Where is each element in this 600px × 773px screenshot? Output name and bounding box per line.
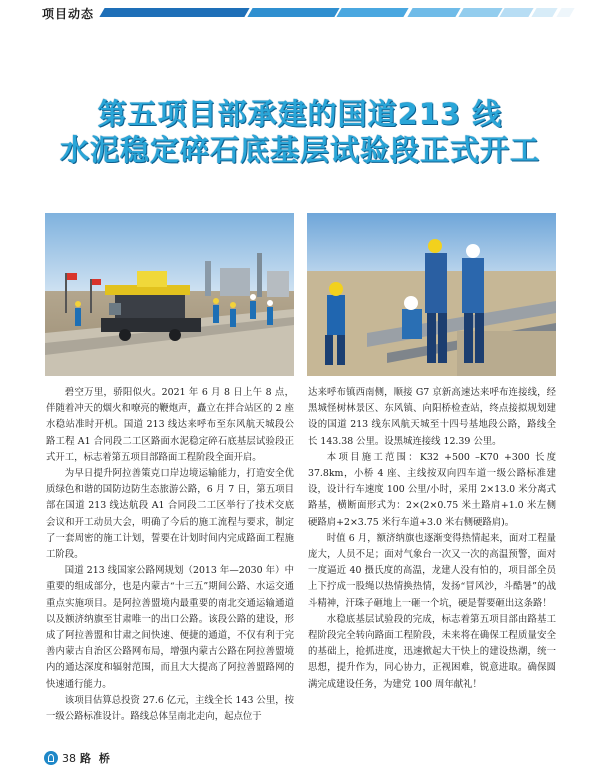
header-stripe — [337, 8, 410, 17]
section-tag: 项目动态 — [42, 7, 95, 21]
article-title-line-2: 水泥稳定碎石底基层试验段正式开工 — [59, 133, 540, 167]
paragraph: 该项目估算总投资 27.6 亿元，主线全长 143 公里，按一级公路标准设计。路线总体呈南北走向，起点位于 — [46, 694, 294, 723]
header-bar — [0, 0, 600, 24]
header-stripe — [407, 8, 460, 17]
logo-icon — [44, 751, 58, 765]
page-number: 38 — [62, 751, 76, 765]
header-stripe — [500, 8, 534, 17]
header-stripe — [532, 8, 558, 17]
paragraph: 国道 213 线国家公路网规划（2013 年—2030 年）中重要的组成部分，也是内蒙古“十三五”期间公路、水运交通重点实施项目。是阿拉善盟境内最重要的南北交通运输通道以及额济纳旗至甘肃唯一的出口公路。该段公路的建设，形成了阿拉善盟和甘肃之间快速、便捷的通道，不仅有利于完善内蒙古自治区公路网布局，增强内蒙古公路在阿拉善盟境内的通达深度和辐射范围，而且大大提高了阿拉善盟路网的快速通行能力。 — [46, 565, 294, 690]
magazine-name: 路 桥 — [80, 752, 112, 765]
header-stripe — [99, 8, 249, 17]
paragraph: 达来呼布镇西南侧，顺接 G7 京新高速达来呼布连接线，经黑城怪树林景区、东风镇、向阳桥检查站，终点接拟规划建设的国道 213 线东风航天城至十四号基地段公路，路线全长 143.38 公里。设黑城连接线 12.39 公里。 — [308, 387, 556, 447]
workers-scene-photo — [307, 213, 556, 376]
header-stripes — [102, 8, 572, 17]
header-stripe — [247, 8, 339, 17]
header-stripe — [458, 8, 502, 17]
paragraph: 碧空万里，骄阳似火。2021 年 6 月 8 日上午 8 点，伴随着冲天的烟火和嘹亮的鞭炮声，矗立在拌合站区的 2 座水稳站准时开机。国道 213 线达来呼布至东风航天城段公路工程 A1 合同段二工区路面水泥稳定碎石底基层试验段正式开工，标志着第五项目部路面工程阶段全面开启。 — [46, 387, 294, 463]
header-stripe — [556, 8, 575, 17]
paver-scene-photo — [45, 213, 294, 376]
left-text-column — [46, 385, 294, 725]
paragraph: 水稳底基层试验段的完成，标志着第五项目部由路基工程阶段完全转向路面工程阶段，未来将在确保工程质量安全的基础上，抢抓进度，迅速掀起大干快上的建设热潮，统一思想，提升作为，同心协力，正视困难，锐意进取。确保圆满完成建设任务，为建党 100 周年献礼！ — [308, 613, 556, 690]
paragraph: 本项目施工范围：K32 +500 –K70 +300 长度 37.8km，小桥 4 座、主线按双向四车道一级公路标准建设，设计行车速度 100 公里/小时，采用 2×13.0 米分离式路基，横断面形式为：2×(2×0.75 米土路肩+1.0 米左侧硬路肩+2×3.75 米行车道+3.0 米右侧硬路肩)。 — [308, 451, 556, 528]
page-footer — [44, 749, 112, 767]
paragraph: 时值 6 月，额济纳旗也逐渐变得热情起来，面对工程量庞大，人员不足；面对气象台一次又一次的高温预警，面对一度逼近 40 摄氏度的高温，龙建人没有怕的，项目部全员上下拧成一股绳以热情换热情，发扬“冒风沙，斗酷暑”的战斗精神，汗珠子砸地上一砸一个坑，硬是誓要砸出这条路！ — [308, 532, 556, 609]
article-title-line-1: 第五项目部承建的国道213 线 — [97, 97, 503, 131]
right-text-column — [308, 385, 556, 693]
paragraph: 为早日提升阿拉善策克口岸边境运输能力，打造安全优质绿色和谐的国防边防生态旅游公路，6 月 7 日，第五项目部在国道 213 线达航段 A1 合同段二工区举行了技术交底会议和开工动员大会，明确了今后的施工流程与要求，制定了一套周密的施工计划，誓要在计划时间内完成路面工程施工阶段。 — [46, 468, 294, 561]
